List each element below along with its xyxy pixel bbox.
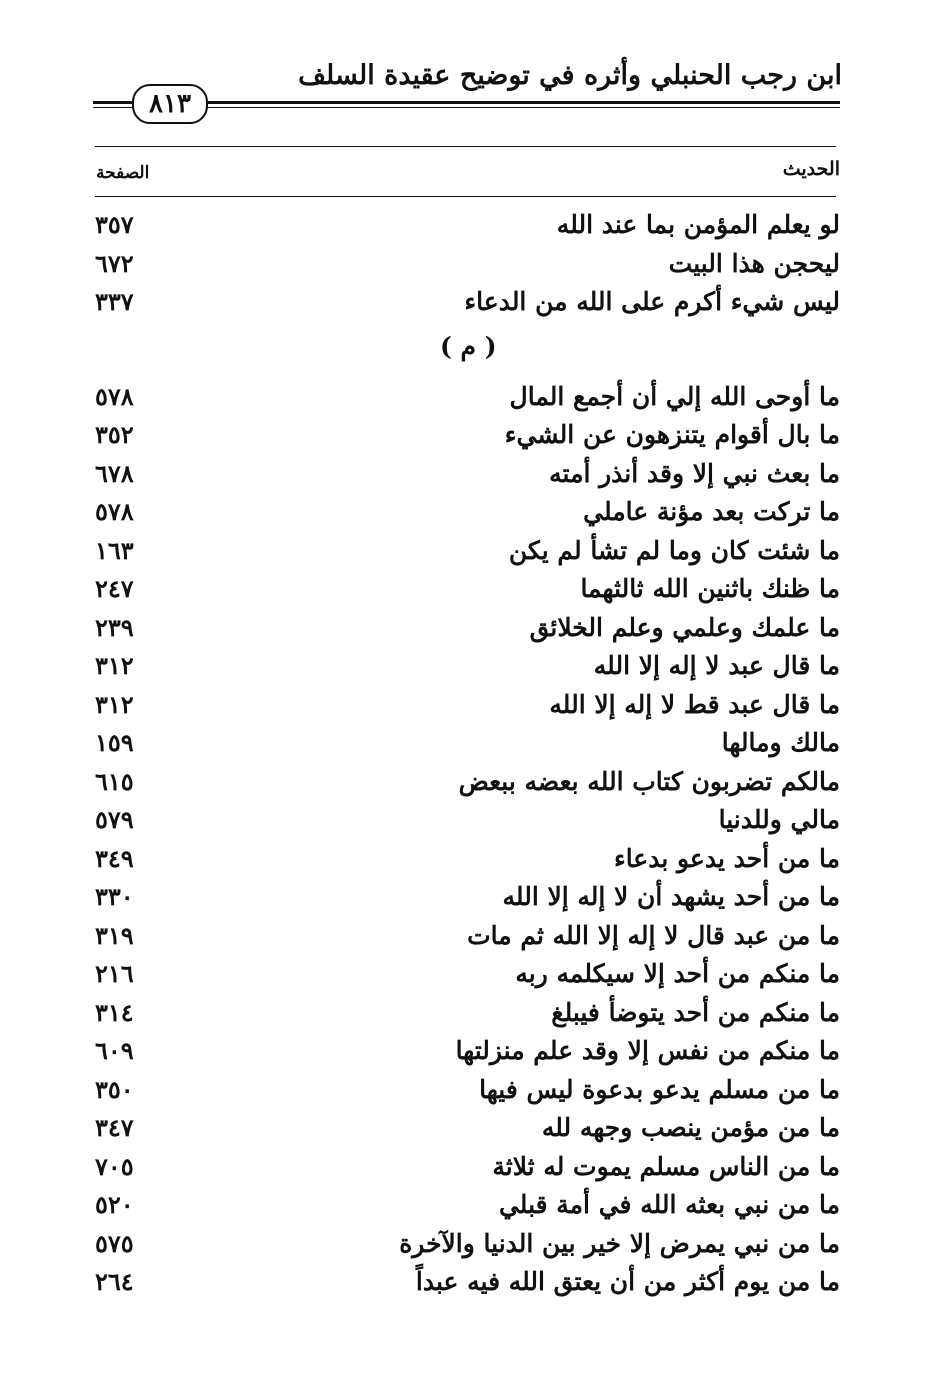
index-entry	[95, 724, 840, 763]
page-reference: ٢١٦	[95, 959, 134, 988]
index-entry	[95, 1225, 840, 1264]
index-entry	[95, 763, 840, 802]
column-header-bottom-rule	[95, 196, 836, 197]
page-reference: ٢٣٩	[95, 612, 134, 642]
page-reference: ٦٠٩	[95, 1036, 134, 1065]
hadith-text: ما منكم من نفس إلا وقد علم منزلتها	[455, 1036, 840, 1065]
page-reference: ٥٢٠	[95, 1190, 134, 1219]
column-header-top-rule	[95, 146, 836, 147]
index-entry	[95, 378, 840, 417]
page-reference: ٣١٢	[95, 651, 134, 680]
page-reference: ٣١٢	[95, 689, 134, 719]
hadith-text: ما علمك وعلمي وعلم الخلائق	[529, 612, 840, 642]
index-entry	[95, 840, 840, 879]
hadith-text: ما أوحى الله إلي أن أجمع المال	[509, 381, 840, 411]
index-entry	[95, 1071, 840, 1110]
hadith-text: ما شئت كان وما لم تشأ لم يكن	[508, 535, 840, 565]
index-entry	[95, 455, 840, 494]
index-entry	[95, 1148, 840, 1187]
hadith-text: ما من نبي بعثه الله في أمة قبلي	[498, 1190, 840, 1219]
page-reference: ٣٣٧	[95, 287, 134, 316]
page-reference: ٦٧٨	[95, 458, 134, 488]
index-entry	[95, 570, 840, 609]
hadith-text: ما من نبي يمرض إلا خير بين الدنيا والآخرة	[399, 1228, 840, 1258]
hadith-text: ما قال عبد قط لا إله إلا الله	[549, 689, 840, 719]
page-reference: ٣٥٢	[95, 420, 134, 449]
page-reference: ٦٧٢	[95, 248, 134, 278]
index-entry	[95, 1263, 840, 1302]
index-entry	[95, 1186, 840, 1225]
page-reference: ١٦٣	[95, 535, 134, 565]
hadith-text: ما تركت بعد مؤنة عاملي	[583, 497, 840, 526]
index-entry	[95, 493, 840, 532]
index-entry	[95, 801, 840, 840]
index-entry	[95, 1109, 840, 1148]
hadith-text: ليحجن هذا البيت	[668, 248, 840, 278]
index-entry	[95, 416, 840, 455]
hadith-text: مالي وللدنيا	[718, 805, 840, 834]
page-reference: ٥٧٨	[95, 381, 134, 411]
index-entry	[95, 532, 840, 571]
hadith-text: ما من الناس مسلم يموت له ثلاثة	[492, 1151, 840, 1181]
hadith-text: ما من عبد قال لا إله إلا الله ثم مات	[467, 920, 840, 950]
index-entry	[95, 994, 840, 1033]
hadith-text: ليس شيء أكرم على الله من الدعاء	[464, 287, 840, 316]
index-entry	[95, 609, 840, 648]
hadith-text: ما بعث نبي إلا وقد أنذر أمته	[549, 458, 840, 488]
hadith-text: مالكم تضربون كتاب الله بعضه ببعض	[458, 766, 840, 796]
index-entry	[95, 955, 840, 994]
section-heading-label: ( م )	[440, 331, 497, 361]
index-entry	[95, 917, 840, 956]
hadith-text: ما من أحد يدعو بدعاء	[613, 843, 840, 873]
hadith-text: ما منكم من أحد إلا سيكلمه ربه	[515, 959, 840, 988]
page-reference: ٥٧٨	[95, 497, 134, 526]
hadith-text: ما منكم من أحد يتوضأ فيبلغ	[551, 997, 840, 1027]
page-reference: ١٥٩	[95, 728, 134, 757]
hadith-text: ما من يوم أكثر من أن يعتق الله فيه عبداً	[415, 1267, 840, 1296]
index-entry	[95, 245, 840, 284]
page-reference: ٣١٤	[95, 997, 134, 1027]
page-reference: ٢٤٧	[95, 574, 134, 603]
hadith-text: ما من مؤمن ينصب وجهه لله	[541, 1113, 840, 1142]
book-title: ابن رجب الحنبلي وأثره في توضيح عقيدة السلف	[298, 60, 842, 91]
hadith-text: ما من أحد يشهد أن لا إله إلا الله	[502, 882, 840, 911]
page-reference: ٣٥٧	[95, 210, 134, 239]
page-reference: ٣١٩	[95, 920, 134, 950]
index-list	[95, 206, 840, 1302]
hadith-text: ما قال عبد لا إله إلا الله	[593, 651, 840, 680]
page-reference: ٥٧٥	[95, 1228, 134, 1258]
index-entry	[95, 686, 840, 725]
page-reference: ٣٤٧	[95, 1113, 134, 1142]
page-reference: ٣٥٠	[95, 1074, 134, 1104]
hadith-text: لو يعلم المؤمن بما عند الله	[556, 210, 840, 239]
page-reference: ٦١٥	[95, 766, 134, 796]
index-entry	[95, 647, 840, 686]
page-reference: ٣٣٠	[95, 882, 134, 911]
page-reference: ٧٠٥	[95, 1151, 134, 1181]
page-reference: ٢٦٤	[95, 1267, 134, 1296]
index-entry	[95, 283, 840, 322]
page-reference: ٥٧٩	[95, 805, 134, 834]
hadith-text: ما بال أقوام يتنزهون عن الشيء	[504, 420, 840, 449]
section-heading-mim	[95, 322, 840, 378]
index-entry	[95, 1032, 840, 1071]
index-entry	[95, 206, 840, 245]
hadith-text: مالك ومالها	[721, 728, 840, 757]
hadith-text: ما من مسلم يدعو بدعوة ليس فيها	[479, 1074, 840, 1104]
index-entry	[95, 878, 840, 917]
column-header-page: الصفحة	[96, 163, 150, 183]
page-reference: ٣٤٩	[95, 843, 134, 873]
page-number-badge: ٨١٣	[132, 84, 208, 124]
column-header-hadith: الحديث	[782, 158, 840, 180]
hadith-text: ما ظنك باثنين الله ثالثهما	[580, 574, 840, 603]
